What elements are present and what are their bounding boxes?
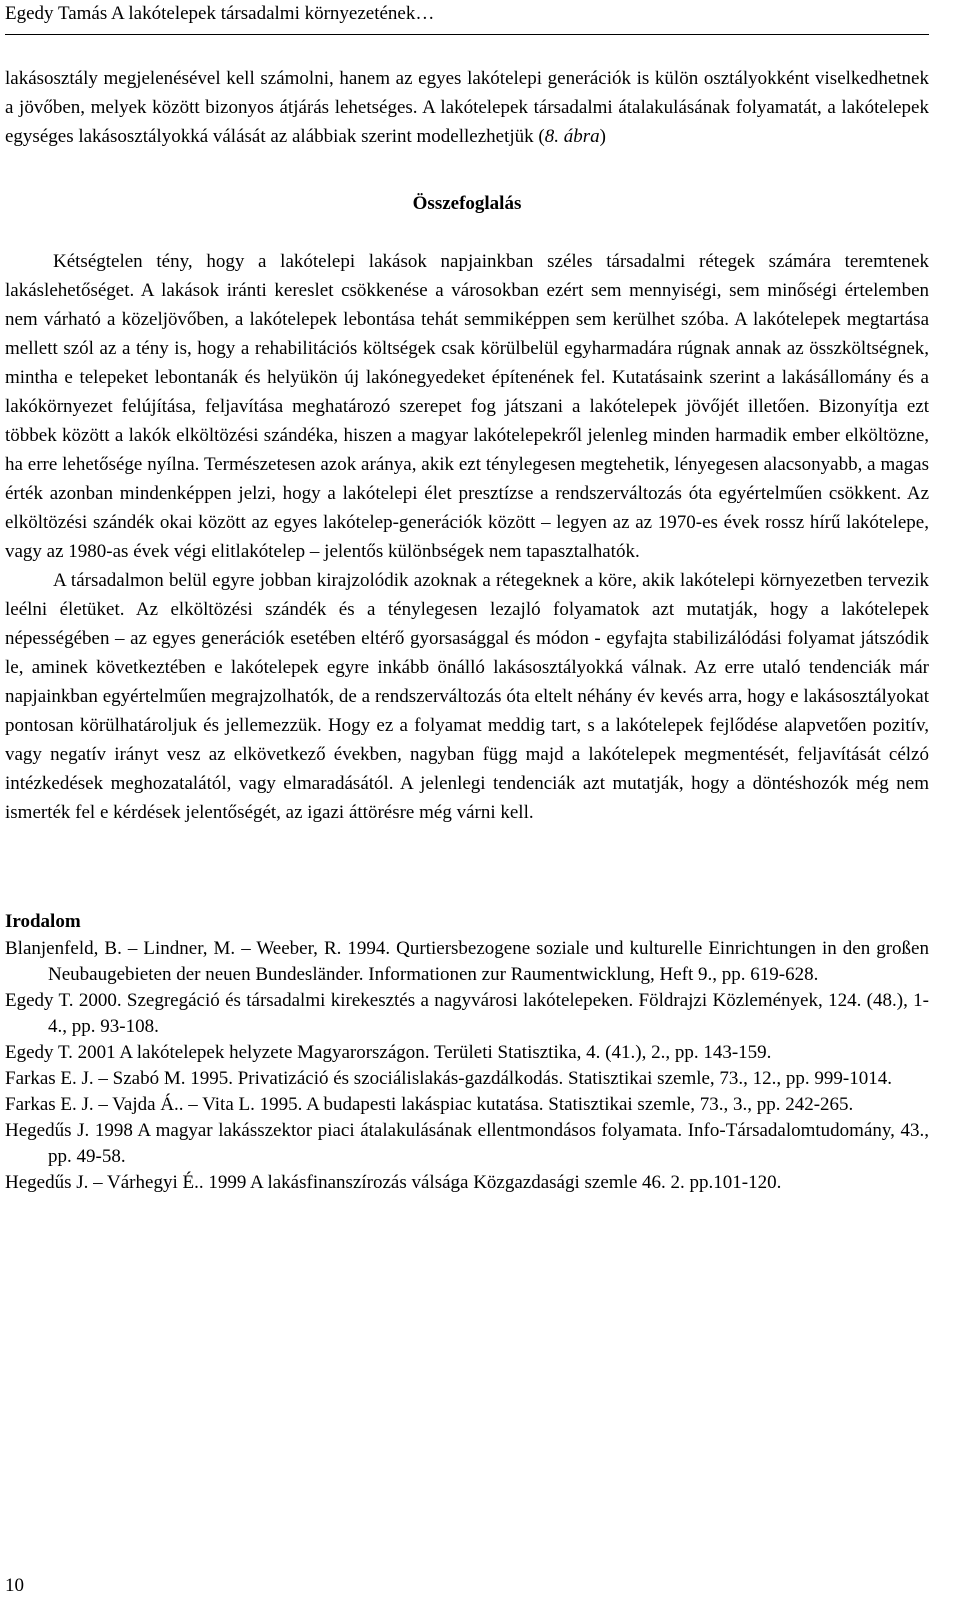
- reference-item: Egedy T. 2000. Szegregáció és társadalmi kirekesztés a nagyvárosi lakótelepeken. Földrajzi Közlemények, 124. (48.), 1-4., pp. 93-108.: [5, 990, 929, 1037]
- summary-paragraph-2: A társadalmon belül egyre jobban kirajzolódik azoknak a rétegeknek a köre, akik lakótelepi környezetben tervezik leélni életüket. Az elköltözési szándék és a ténylegesen lezajló folyamatok azt mutatják, hogy a lakótelepek népességében – az egyes generációk esetében eltérő gyorsasággal és módon - egyfajta stabilizálódási folyamat játszódik le, aminek következtében e lakótelepek egyre inkább önálló lakásosztályokká válnak. Az erre utaló tendenciák már napjainkban egyértelműen megrajzolhatók, de a rendszerváltozás óta eltelt néhány év kevés arra, hogy e lakásosztályokat pontosan körülhatároljuk és jellemezzük. Hogy ez a folyamat meddig tart, s a lakótelepek fejlődése alapvetően pozitív, vagy negatív irányt vesz az elkövetkező években, nagyban függ majd a lakótelepek megmentését, feljavítását célzó intézkedések meghozatalától, vagy elmaradásától. A jelenlegi tendenciák azt mutatják, hogy a döntéshozók még nem ismerték fel e kérdések jelentőségét, az igazi áttörésre még várni kell.: [5, 570, 929, 823]
- intro-text: lakásosztály megjelenésével kell számolni, hanem az egyes lakótelepi generációk is külön osztályokként viselkedhetnek a jövőben, melyek között bizonyos átjárás lehetséges. A lakótelepek társadalmi átalakulásának folyamatát, a lakótelepek egységes lakásosztályokká válását az alábbiak szerint modellezhetjük (: [5, 68, 929, 147]
- reference-item: Farkas E. J. – Szabó M. 1995. Privatizáció és szociálislakás-gazdálkodás. Statisztikai szemle, 73., 12., pp. 999-1014.: [5, 1068, 893, 1089]
- reference-item: Blanjenfeld, B. – Lindner, M. – Weeber, R. 1994. Qurtiersbezogene soziale und kulturelle Einrichtungen in den großen Neubaugebieten der neuen Bundesländer. Informationen zur Raumentwicklung, Heft 9., pp. 619-628.: [5, 938, 929, 985]
- summary-paragraph-1: Kétségtelen tény, hogy a lakótelepi lakások napjainkban széles társadalmi rétegek számára teremtenek lakáslehetőséget. A lakások iránti kereslet csökkenése a városokban ezért sem mennyiségi, sem minőségi értelemben nem várható a közeljövőben, a lakótelepek lebontása tehát semmiképpen sem kerülhet szóba. A lakótelepek megtartása mellett szól az a tény is, hogy a rehabilitációs költségek csak körülbelül egyharmadára rúgnak annak az összköltségnek, mintha e telepeket lebontanák és helyükön új lakónegyedeket építenének fel. Kutatásaink szerint a lakásállomány és a lakókörnyezet felújítása, feljavítása meghatározó szerepet fog játszani a lakótelepek jövőjét illetően. Bizonyítja ezt többek között a lakók elköltözési szándéka, hiszen a magyar lakótelepekről jelenleg minden harmadik ember elköltözne, ha erre lehetősége nyílna. Természetesen azok aránya, akik ezt ténylegesen megtehetik, lényegesen alacsonyabb, a magas érték azonban mindenképpen jelzi, hogy a lakótelepi élet presztízse a rendszerváltozás óta egyértelműen csökkent. Az elköltözési szándék okai között az egyes lakótelep-generációk között – legyen az az 1970-es évek rossz hírű lakótelepe, vagy az 1980-as évek végi elitlakótelep – jelentős különbségek nem tapasztalhatók.: [5, 251, 929, 562]
- section-title: Összefoglalás: [412, 193, 522, 214]
- page-number: 10: [5, 1575, 24, 1596]
- references-title: Irodalom: [5, 911, 81, 932]
- page-body: [5, 64, 929, 1196]
- intro-close: ): [599, 126, 606, 147]
- intro-paragraph: [5, 64, 929, 151]
- reference-item: Farkas E. J. – Vajda Á.. – Vita L. 1995. A budapesti lakáspiac kutatása. Statisztikai szemle, 73., 3., pp. 242-265.: [5, 1094, 854, 1115]
- figure-reference: 8. ábra: [544, 126, 600, 147]
- reference-list: [5, 936, 929, 1196]
- running-header: Egedy Tamás A lakótelepek társadalmi környezetének…: [5, 3, 435, 24]
- reference-item: Egedy T. 2001 A lakótelepek helyzete Magyarországon. Területi Statisztika, 4. (41.), 2., pp. 143-159.: [5, 1042, 772, 1063]
- header-rule: [5, 34, 929, 35]
- reference-item: Hegedűs J. 1998 A magyar lakásszektor piaci átalakulásának ellentmondásos folyamata. Info-Társadalomtudomány, 43., pp. 49-58.: [5, 1120, 929, 1167]
- reference-item: Hegedűs J. – Várhegyi É.. 1999 A lakásfinanszírozás válsága Közgazdasági szemle 46. 2. pp.101-120.: [5, 1172, 782, 1193]
